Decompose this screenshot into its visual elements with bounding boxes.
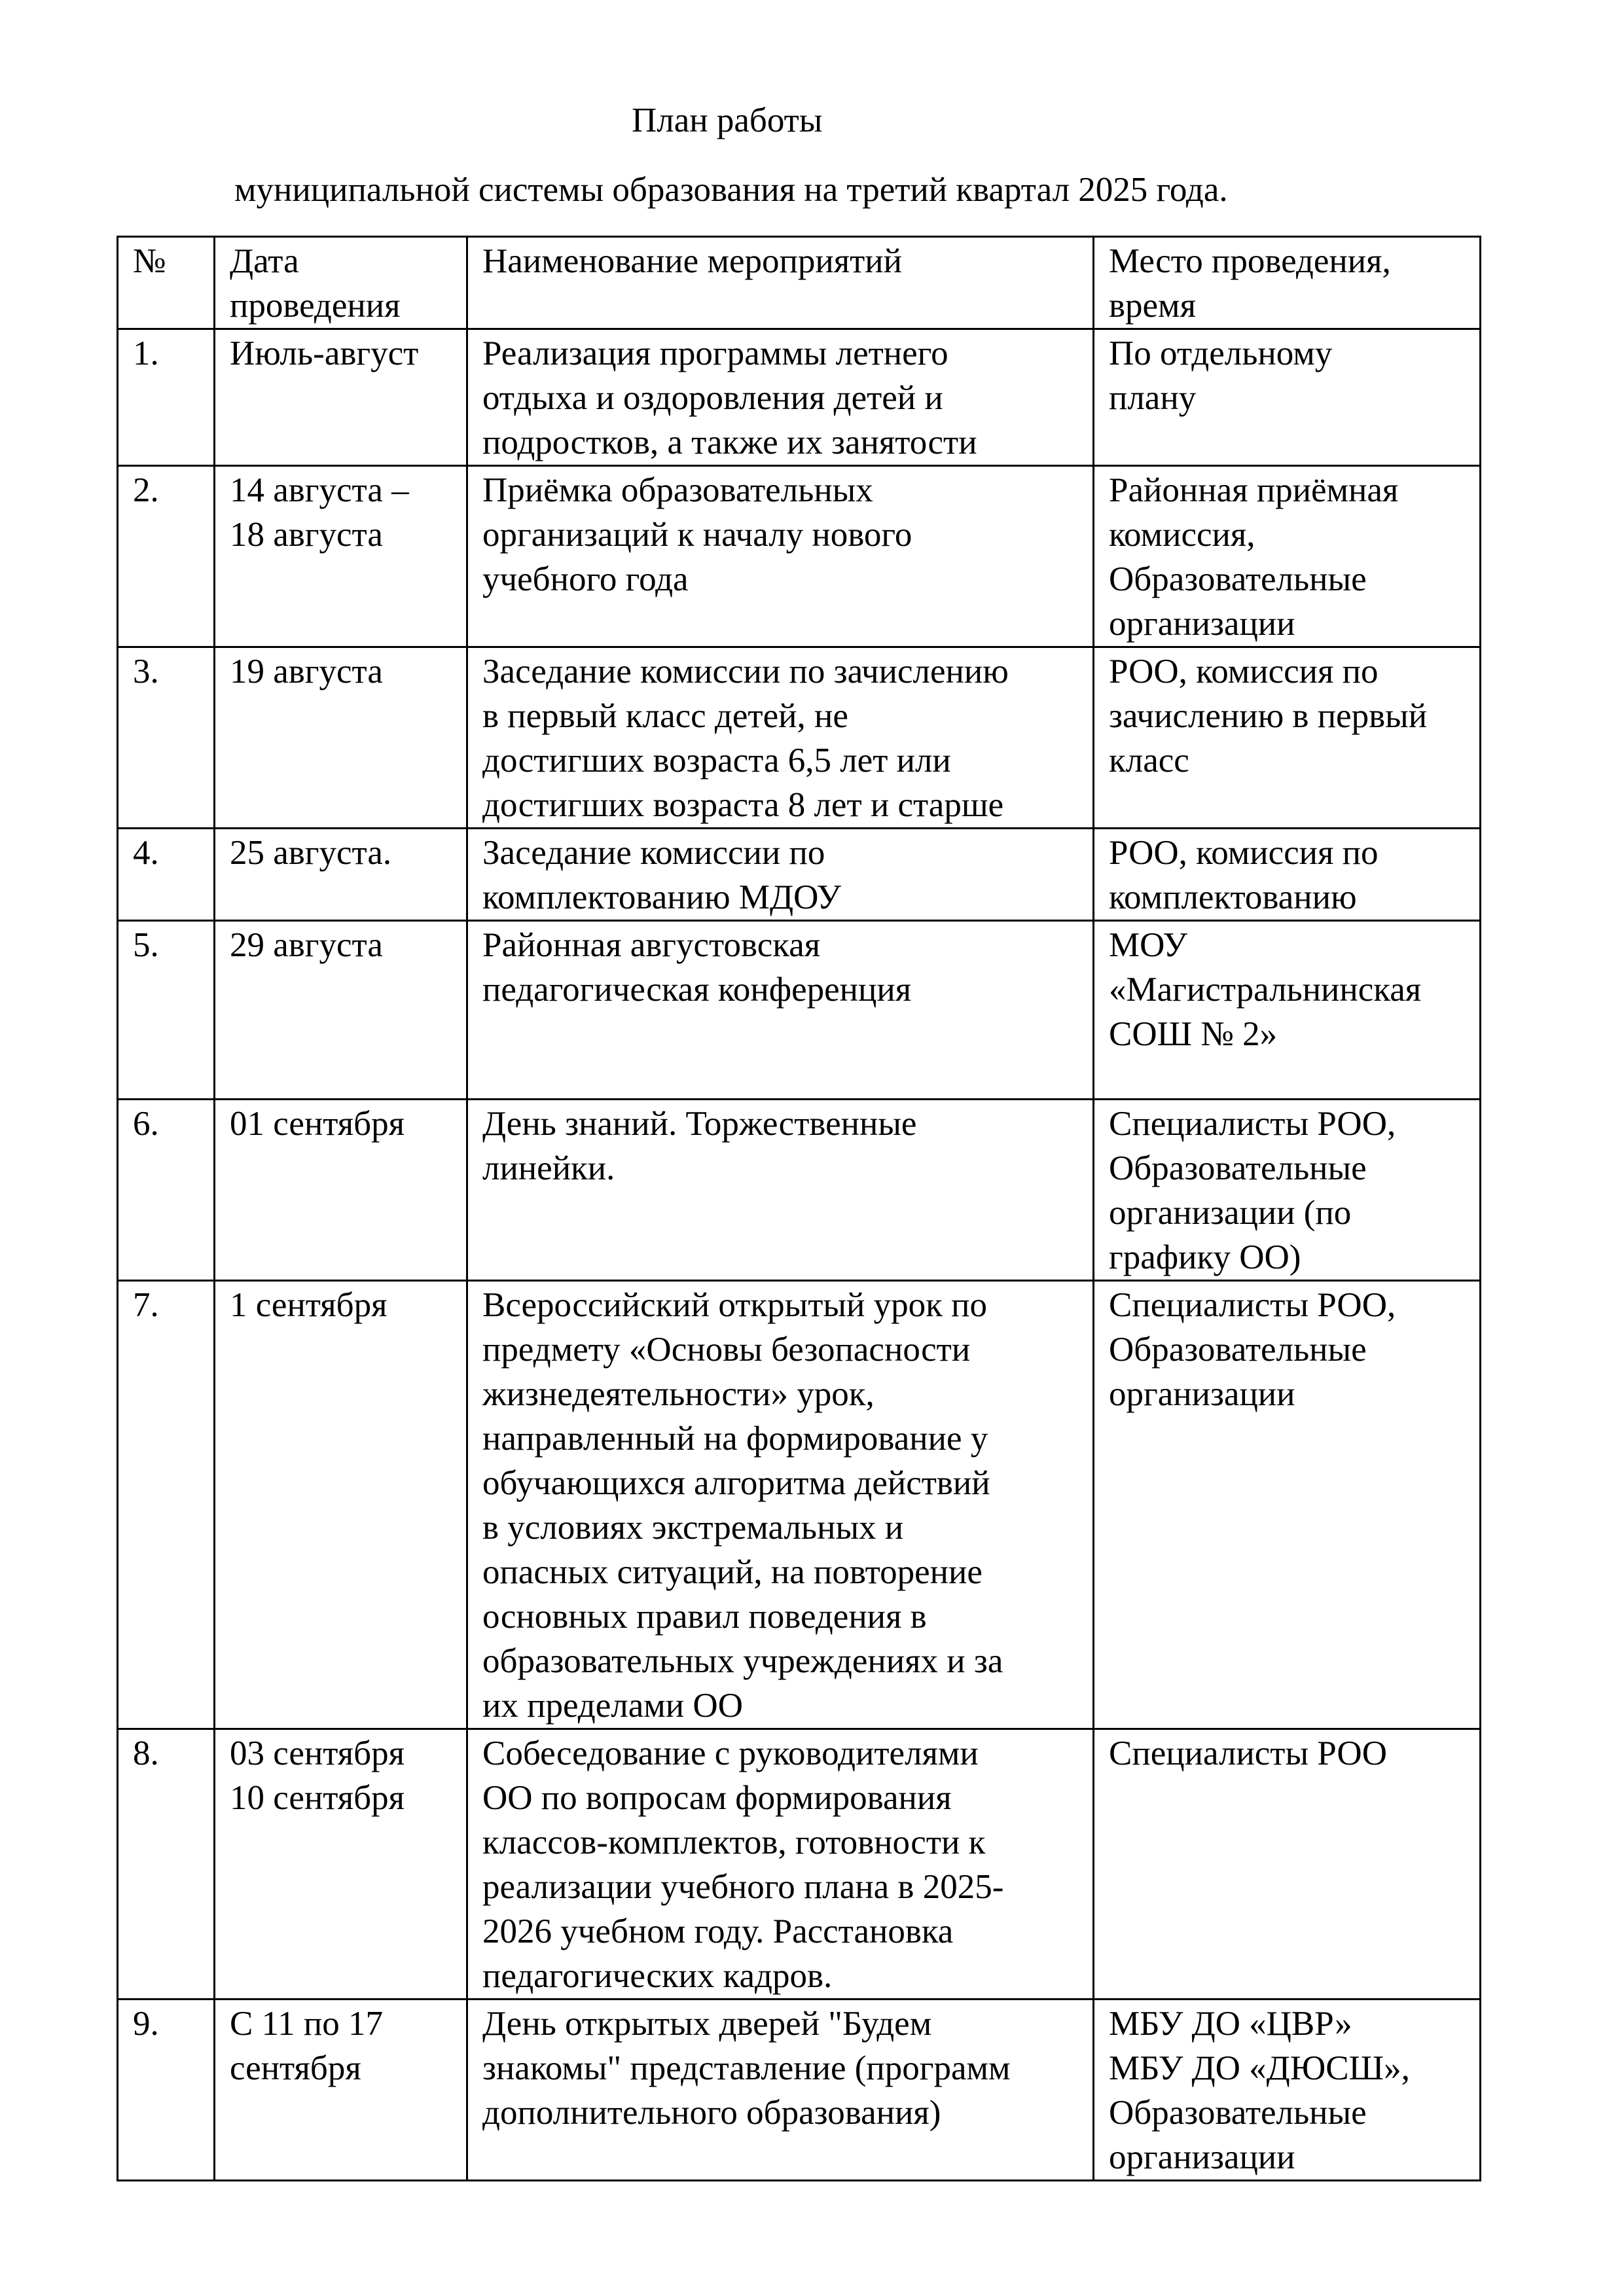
row-date: С 11 по 17 сентября (215, 2000, 467, 2181)
table-row (118, 829, 1481, 921)
table-header-row (118, 237, 1481, 329)
row-place: МОУ «Магистральнинская СОШ № 2» (1094, 921, 1481, 1100)
table-row (118, 921, 1481, 1100)
row-number: 9. (118, 2000, 215, 2181)
row-date: Июль-август (215, 329, 467, 466)
row-number: 4. (118, 829, 215, 921)
row-date: 1 сентября (215, 1281, 467, 1729)
row-event: Собеседование с руководителями ОО по вопросам формирования классов-комплектов, готовности к реализации учебного плана в 2025- 2026 учебном году. Расстановка педагогических кадров. (467, 1729, 1094, 2000)
row-place: МБУ ДО «ЦВР» МБУ ДО «ДЮСШ», Образовательные организации (1094, 2000, 1481, 2181)
row-place: РОО, комиссия по комплектованию (1094, 829, 1481, 921)
row-number: 8. (118, 1729, 215, 2000)
row-date: 01 сентября (215, 1100, 467, 1281)
table-row (118, 1281, 1481, 1729)
row-event: Заседание комиссии по зачислению в первый класс детей, не достигших возраста 6,5 лет или достигших возраста 8 лет и старше (467, 647, 1094, 829)
header-place: Место проведения, время (1094, 237, 1481, 329)
row-place: Специалисты РОО, Образовательные организации (по графику ОО) (1094, 1100, 1481, 1281)
row-event: Реализация программы летнего отдыха и оздоровления детей и подростков, а также их занятости (467, 329, 1094, 466)
row-date: 03 сентября 10 сентября (215, 1729, 467, 2000)
row-number: 5. (118, 921, 215, 1100)
row-date: 29 августа (215, 921, 467, 1100)
row-date: 14 августа – 18 августа (215, 466, 467, 647)
row-number: 1. (118, 329, 215, 466)
table-row (118, 1100, 1481, 1281)
row-place: Районная приёмная комиссия, Образовательные организации (1094, 466, 1481, 647)
table-row (118, 329, 1481, 466)
row-place: РОО, комиссия по зачислению в первый класс (1094, 647, 1481, 829)
row-event: День открытых дверей "Будем знакомы" представление (программ дополнительного образования) (467, 2000, 1094, 2181)
row-number: 6. (118, 1100, 215, 1281)
row-date: 25 августа. (215, 829, 467, 921)
document-title: План работы (632, 101, 823, 139)
row-place: По отдельному плану (1094, 329, 1481, 466)
row-number: 2. (118, 466, 215, 647)
row-event: День знаний. Торжественные линейки. (467, 1100, 1094, 1281)
row-date: 19 августа (215, 647, 467, 829)
table-row (118, 2000, 1481, 2181)
row-event: Заседание комиссии по комплектованию МДОУ (467, 829, 1094, 921)
row-place: Специалисты РОО (1094, 1729, 1481, 2000)
row-number: 7. (118, 1281, 215, 1729)
row-place: Специалисты РОО, Образовательные организации (1094, 1281, 1481, 1729)
header-date: Дата проведения (215, 237, 467, 329)
document-subtitle: муниципальной системы образования на третий квартал 2025 года. (234, 171, 1228, 209)
row-event: Приёмка образовательных организаций к началу нового учебного года (467, 466, 1094, 647)
header-number: № (118, 237, 215, 329)
row-number: 3. (118, 647, 215, 829)
row-event: Всероссийский открытый урок по предмету «Основы безопасности жизнедеятельности» урок, направленный на формирование у обучающихся алгоритма действий в условиях экстремальных и опасных ситуаций, на повторение основных правил поведения в образовательных учреждениях и за их пределами ОО (467, 1281, 1094, 1729)
table-row (118, 647, 1481, 829)
table-row (118, 1729, 1481, 2000)
table-row (118, 466, 1481, 647)
header-event: Наименование мероприятий (467, 237, 1094, 329)
plan-table (117, 236, 1481, 2181)
row-event: Районная августовская педагогическая конференция (467, 921, 1094, 1100)
